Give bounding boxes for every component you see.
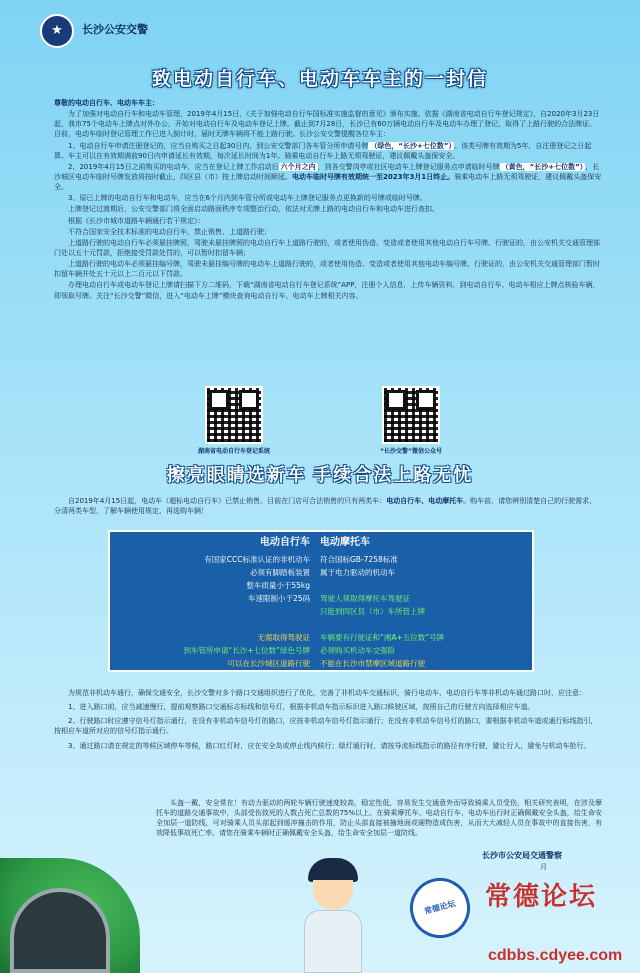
police-cap-icon bbox=[308, 858, 358, 882]
qr-app[interactable] bbox=[198, 386, 270, 457]
rules-section bbox=[54, 688, 602, 755]
ebike-row bbox=[120, 618, 310, 631]
section-subtitle: 擦亮眼睛选新车 手续合法上路无忧 bbox=[166, 465, 474, 485]
vehicle-types: 电动自行车、电动摩托车 bbox=[386, 497, 464, 505]
paragraph-2 bbox=[54, 162, 602, 192]
letter-body bbox=[54, 98, 602, 302]
police-badge-icon: ★ bbox=[40, 14, 74, 48]
signature: 长沙市公安局交通警察 bbox=[482, 851, 562, 860]
officer-face bbox=[313, 880, 353, 910]
ebike-row: 车速限制小于25码 bbox=[247, 593, 310, 603]
paragraph-4: 上牌登记过渡期后，公安交警部门将全面启动路面秩序专项整治行动，依法对无牌上路的电动自行车和电动车进行查扣。 bbox=[68, 205, 439, 214]
emoto-row: 驾驶人须取得摩托车驾驶证 bbox=[320, 593, 410, 603]
paragraph-intro: 为了加强对电动自行车和电动车管理，2019年4月15日，《关于加强电动自行车国标准实施监督的意见》颁布实施。依据《湖南省电动自行车登记规定》，自2020年3月23日起，我市75个电动车上牌点对外办公，开始对电动自行车及电动车登记上牌。截止到7月28日，长沙已有60万辆电动自行车及电动车办理了登记，取得了上路行驶的合法牌证。目前，电动车临时登记管理工作已进入倒计时，届时无牌车辆将不能上路行驶。长沙公安交警提醒各位车主： bbox=[54, 110, 600, 139]
page-title: 致电动自行车、电动车车主的一封信 bbox=[151, 69, 488, 90]
qr-code-icon[interactable] bbox=[205, 386, 263, 444]
ebike-row: 整车质量小于55kg bbox=[246, 580, 310, 590]
green-plate-highlight: （绿色，“长沙+七位数”） bbox=[370, 141, 452, 150]
brand-name: 长沙公安交警 bbox=[82, 24, 148, 37]
ebike-column bbox=[120, 536, 310, 670]
paragraph-6: 不符合国家安全技术标准的电动自行车，禁止销售、上道路行驶； bbox=[68, 227, 271, 236]
yellow-plate-highlight: （黄色，“长沙+七位数”） bbox=[501, 162, 584, 171]
ebike-row: 可以在长沙城区道路行驶 bbox=[227, 658, 310, 668]
text: 自2019年4月15日起，电动车（超标电动自行车）已禁止销售。目前在门店可合法销售的只有两类车： bbox=[68, 497, 387, 505]
emoto-row: 属于电力驱动的机动车 bbox=[320, 567, 395, 577]
forum-watermark: 常德论坛 bbox=[485, 882, 598, 911]
emoto-row: 车辆要有行驶证和“湘A+五位数”号牌 bbox=[320, 632, 445, 642]
qr-caption-wechat: “长沙交警”微信公众号 bbox=[380, 448, 442, 455]
qr-wechat[interactable] bbox=[380, 386, 442, 457]
ebike-row: 有国家CCC标准认证的非机动车 bbox=[204, 554, 310, 564]
emoto-column bbox=[320, 536, 510, 670]
rule-item: 3、通过路口请在规定的等候区域停车等候，路口红灯时，应在安全岛或停止线内候行；绿灯通行时，请按导流标线指示的路径有序行驶，避让行人，避免与机动车抢行。 bbox=[68, 741, 591, 750]
emoto-row: 符合国标GB-7258标准 bbox=[320, 554, 398, 564]
paragraph-3: 3、原已上牌的电动自行车和电动车，应当在6个月内到车管分所或电动车上牌登记服务点更换新的号牌或临时号牌。 bbox=[68, 194, 427, 203]
text: 骑乘电动车上路无须驾驶证，建议佩戴头盔保安全。 bbox=[54, 172, 602, 192]
paragraph-9: 办理电动自行车或电动车登记上牌请扫描下方二维码，下载“湖南省电动自行车登记系统”APP，注册个人信息，上传车辆资料，到电动自行车、电动车相应上牌点核验车辆，即领取号牌。关注“长沙交警”微信，进入“电动车上牌”模块查询电动自行车、电动车上牌相关内容。 bbox=[54, 281, 600, 300]
six-months-highlight: 六个月之内 bbox=[280, 162, 316, 171]
emoto-header: 电动摩托车 bbox=[320, 537, 370, 548]
rule-item: 2、行驶路口时应遵守信号灯指示通行，在设有非机动车信号灯的路口，应按非机动车信号灯指示通行；在没有非机动车信号灯的路口，要根据非机动车道或通行标线指引，按相应车道所对应的信号灯指示通行。 bbox=[54, 717, 598, 736]
emoto-row: 必须购买机动车交强险 bbox=[320, 645, 395, 655]
qr-caption-app: 湖南省电动自行车登记系统 bbox=[198, 448, 271, 455]
paragraph-7: 上道路行驶的电动自行车必须悬挂牌照，驾驶未悬挂牌照的电动自行车上道路行驶的，或者使用伪造、变造或者使用其他电动自行车号牌、行驶证的，由公安机关交通管理部门处以五十元罚款，拒绝接受罚款处罚的，可以暂时扣留车辆； bbox=[54, 238, 600, 257]
ebike-row: 必须有脚踏板装置 bbox=[250, 567, 310, 577]
text: ，到各交警岗亭或社区电动车上牌登记服务点申请临时号牌 bbox=[317, 162, 500, 171]
deadline-strong: 电动车临时号牌有效期统一至2023年3月1日终止。 bbox=[292, 172, 455, 181]
top-bar bbox=[0, 0, 640, 62]
paragraph-8: 上道路行驶的电动车必须悬挂编号牌，驾驶未悬挂编号牌的电动车上道路行驶的，或者使用伪造、变造或者使用其他电动车编号牌、行驶证的，由公安机关交通管理部门暂时扣留车辆并处五十元以上二百元以下罚款。 bbox=[54, 260, 600, 279]
salutation: 尊敬的电动自行车、电动车车主： bbox=[54, 99, 159, 107]
emoto-row: 不能在长沙市禁摩区域道路行驶 bbox=[320, 658, 425, 668]
text: 2、2019年4月15日之前购买的电动车，应当在登记上牌工作启动后 bbox=[68, 162, 279, 171]
ebike-row bbox=[120, 605, 310, 618]
police-officer-illustration bbox=[300, 858, 366, 973]
ebike-row: 到车管所申请“长沙+七位数”绿色号牌 bbox=[183, 645, 310, 655]
comparison-panel bbox=[108, 530, 534, 672]
emoto-row bbox=[320, 618, 510, 631]
ebike-row: 无需取得驾驶证 bbox=[257, 632, 310, 642]
paragraph-1 bbox=[54, 141, 602, 161]
forum-watermark-url: cdbbs.cdyee.com bbox=[488, 947, 623, 964]
officer-uniform bbox=[304, 910, 362, 973]
rules-intro: 为规范非机动车通行，确保交通安全，长沙交警对多个路口交通组织进行了优化，完善了非机动车交通标识，骑行电动车、电动自行车等非机动车通过路口时，应注意： bbox=[68, 689, 586, 697]
text: ，长沙城区电动车临时号牌发放将按时截止，四区县（市）按上牌启动时间顺延。 bbox=[54, 162, 600, 181]
date-fragment: 月 bbox=[540, 863, 547, 871]
ebike-header: 电动自行车 bbox=[260, 537, 310, 548]
text: 。购车前，请您辨别清楚自己的行驶需求，分清两类车型，了解车辆使用规定，再选购车辆！ bbox=[54, 497, 597, 516]
helmet-advice: 头盔一戴，安全常在！有动力驱动的两轮车辆行驶速度较高，稳定性低，容易发生交通意外而导致骑乘人员受伤，相关研究表明，在涉及摩托车的道路交通事故中，头部受伤致死的人数占死亡总数的75%以上。在骑乘摩托车、电动自行车、电动车出行时正确佩戴安全头盔，给生命安全加层一道防线，可对骑乘人员头部起到缓冲撞击的作用，防止头部直接被撞地面或硬物造成伤害，从而大大减轻人员在事故中的直接伤害，有效降低事故死亡率。请您在骑乘车辆时正确佩戴安全头盔，给生命安全加层一道防线。 bbox=[156, 799, 602, 838]
emoto-row: 只能到四区县（市）车所管上牌 bbox=[320, 606, 425, 616]
rule-item: 1、进入路口前，应当减速慢行，提前观察路口交通标志标线和信号灯，根据非机动车指示标识进入路口候驶区域，按照自己的行驶方向选择相应车道。 bbox=[68, 703, 535, 712]
qr-code-icon[interactable] bbox=[382, 386, 440, 444]
paragraph-5: 根据《长沙市城市道路车辆通行若干规定》： bbox=[68, 216, 205, 225]
purchase-intro bbox=[54, 496, 602, 516]
forum-seal-logo: 常德论坛 bbox=[403, 871, 476, 944]
qr-code-row bbox=[0, 386, 640, 457]
text: 1、电动自行车申请注册登记的，应当自购买之日起30日内，到公安交警部门各车管分所申请号牌 bbox=[68, 141, 369, 150]
emoto-row bbox=[320, 579, 510, 592]
text: 。该类号牌有效期为5年，自注册登记之日起算。车主可以在有效期满前90日内申请延长有效期，每次延长时间为1年。骑乘电动自行车上路无须驾驶证，建议佩戴头盔保安全。 bbox=[54, 141, 592, 160]
